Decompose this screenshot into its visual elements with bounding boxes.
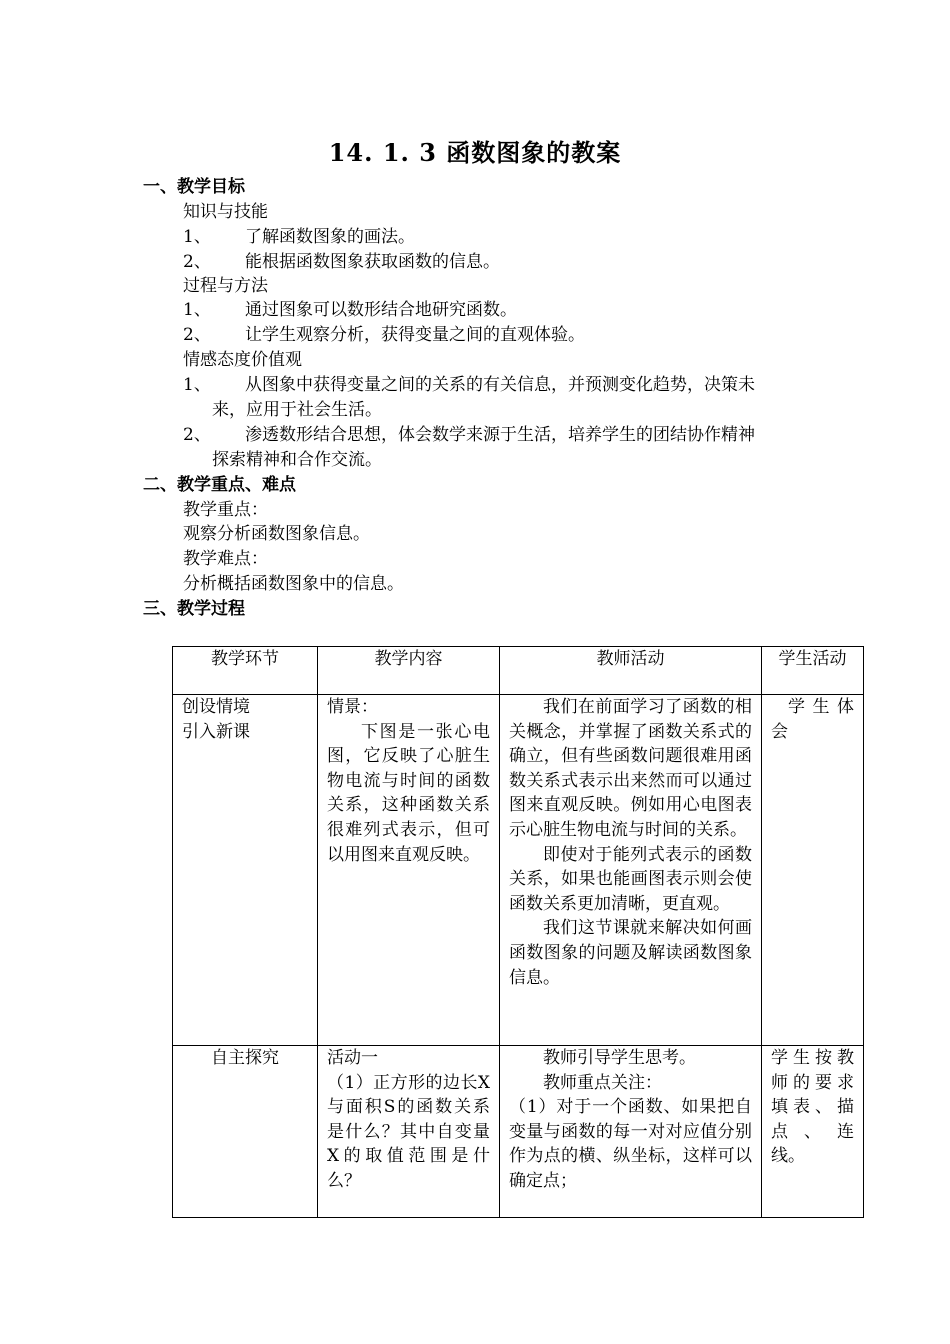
- column-header: 教学内容: [318, 647, 500, 695]
- section-heading-process: 三、教学过程: [143, 599, 245, 619]
- content-title: 情景：: [327, 697, 378, 717]
- section-heading-objectives: 一、教学目标: [143, 177, 245, 197]
- list-item: [183, 323, 585, 347]
- list-item: [183, 250, 500, 274]
- teaching-process-table: [172, 646, 864, 1218]
- difficulty-text: 分析概括函数图象中的信息。: [183, 574, 404, 594]
- teacher-cell: [500, 695, 762, 1046]
- list-item: [183, 225, 415, 249]
- stage-line: 自主探究: [211, 1048, 279, 1068]
- item-text: 能根据函数图象获取函数的信息。: [245, 252, 500, 272]
- table-row: [173, 1046, 864, 1218]
- subheading-process: 过程与方法: [183, 276, 268, 296]
- content-text: （1）正方形的边长X与面积S的函数关系是什么？其中自变量X的取值范围是什么？: [327, 1072, 490, 1191]
- key-point-text: 观察分析函数图象信息。: [183, 524, 370, 544]
- teacher-cell: [500, 1046, 762, 1218]
- teacher-paragraph: 教师引导学生思考。: [543, 1048, 696, 1068]
- item-number: 2、: [183, 425, 211, 445]
- key-point-label: 教学重点：: [183, 500, 268, 520]
- student-cell: [762, 1046, 864, 1218]
- teacher-paragraph: 我们这节课就来解决如何画函数图象的问题及解读函数图象信息。: [509, 918, 752, 988]
- teacher-paragraph: 即使对于能列式表示的函数关系，如果也能画图表示则会使函数关系更加清晰，更直观。: [509, 844, 752, 914]
- difficulty-label: 教学难点：: [183, 549, 268, 569]
- content-cell: [318, 695, 500, 1046]
- teacher-paragraph: 教师重点关注：: [543, 1072, 662, 1093]
- stage-cell: [173, 1046, 318, 1218]
- list-item-continuation: 探索精神和合作交流。: [212, 450, 382, 470]
- content-text: 下图是一张心电图，它反映了心脏生物电流与时间的函数关系，这种函数关系很难列式表示，但可以用图来直观反映。: [327, 721, 490, 865]
- content-title: 活动一: [327, 1048, 378, 1068]
- list-item: [183, 373, 755, 397]
- stage-line: 引入新课: [182, 721, 250, 742]
- teacher-paragraph: 我们在前面学习了函数的相关概念，并掌握了函数关系式的确立，但有些函数问题很难用函数关系式表示出来然而可以通过图来直观反映。例如用心电图表示心脏生物电流与时间的关系。: [509, 697, 752, 840]
- table-row: [173, 695, 864, 1046]
- student-text: 学生按教师的要求填表、描点、连线。: [771, 1048, 854, 1167]
- list-item: [183, 423, 755, 447]
- content-cell: [318, 1046, 500, 1218]
- item-text: 通过图象可以数形结合地研究函数。: [245, 300, 517, 320]
- student-cell: [762, 695, 864, 1046]
- item-text: 渗透数形结合思想，体会数学来源于生活，培养学生的团结协作精神: [245, 425, 755, 445]
- teacher-paragraph: （1）对于一个函数、如果把自变量与函数的每一对对应值分别作为点的横、纵坐标，这样可以确定点；: [509, 1097, 752, 1191]
- list-item: [183, 298, 517, 322]
- column-header: 教师活动: [500, 647, 762, 695]
- subheading-knowledge: 知识与技能: [183, 202, 268, 222]
- document-title: 14. 1. 3 函数图象的教案: [328, 138, 622, 167]
- subheading-attitude: 情感态度价值观: [183, 350, 302, 370]
- item-number: 1、: [183, 227, 211, 247]
- table-header-row: [173, 647, 864, 695]
- section-heading-key-points: 二、教学重点、难点: [143, 475, 296, 495]
- column-header: 教学环节: [173, 647, 318, 695]
- column-header: 学生活动: [762, 647, 864, 695]
- stage-line: 创设情境: [182, 697, 250, 717]
- list-item-continuation: 来，应用于社会生活。: [212, 400, 382, 420]
- item-number: 2、: [183, 252, 211, 272]
- item-text: 让学生观察分析，获得变量之间的直观体验。: [245, 325, 585, 345]
- item-number: 1、: [183, 375, 211, 395]
- item-number: 2、: [183, 325, 211, 345]
- item-text: 从图象中获得变量之间的关系的有关信息，并预测变化趋势，决策未: [245, 375, 755, 395]
- stage-cell: [173, 695, 318, 1046]
- item-number: 1、: [183, 300, 211, 320]
- student-text: 学生体会: [771, 697, 854, 742]
- item-text: 了解函数图象的画法。: [245, 227, 415, 247]
